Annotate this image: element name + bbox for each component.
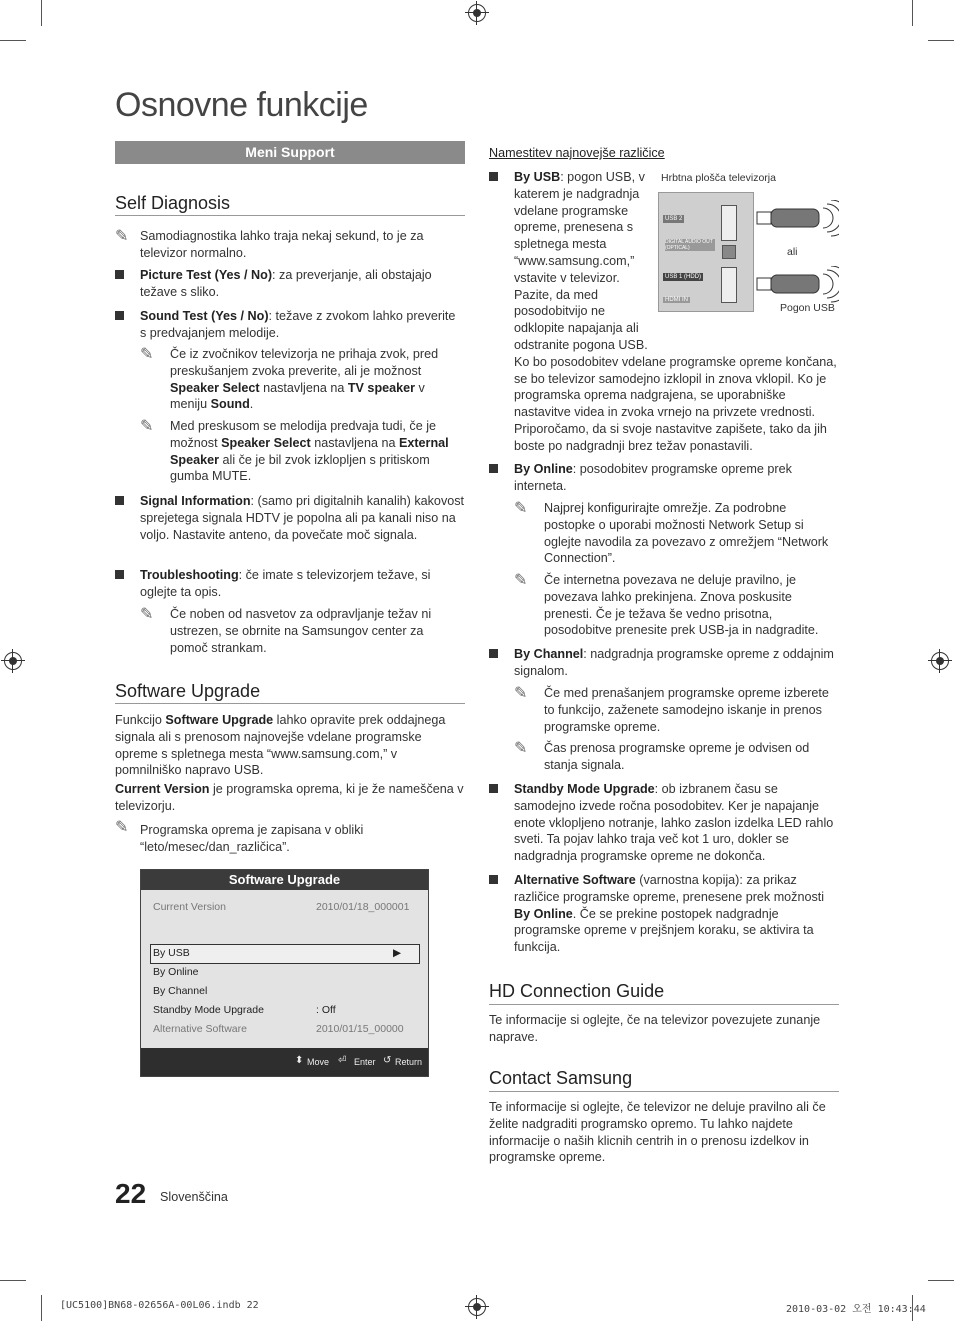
contact-samsung-text: Te informacije si oglejte, če televizor ne deluje pravilno ali če želite nadgraditi programsko opremo. Tu lahko najdete informacije o naših klicnih centrih in o prenosu izdelkov in programske opreme.	[489, 1100, 826, 1165]
current-version-label: Current Version	[153, 901, 226, 913]
text: (varnostna kopija): za prikaz različice programske opreme, prenesene prek možnosti	[514, 873, 825, 904]
text: ali če je bil zvok izklopljen s pritiskom gumba	[170, 452, 430, 484]
by-online-item	[514, 461, 839, 495]
bullet-icon	[115, 496, 124, 505]
footer-date: 2010-03-02 오전 10:43:44	[786, 1304, 926, 1315]
bullet-icon	[115, 311, 124, 320]
alternative-software-item	[514, 872, 839, 956]
standby-item	[514, 781, 839, 865]
software-upgrade-p2	[115, 781, 465, 815]
text: je programska oprema, ki je že nameščena v televizorju.	[115, 782, 464, 813]
diagram-label-usb-drive: Pogon USB	[780, 302, 835, 314]
menu-title: Software Upgrade	[141, 870, 428, 890]
standby-key: Standby Mode Upgrade	[514, 782, 655, 796]
page-number: 22	[115, 1178, 147, 1209]
by-usb-item[interactable]: By USB	[153, 947, 190, 959]
latest-version-heading: Namestitev najnovejše različice	[489, 146, 665, 160]
note-icon: ✎	[140, 606, 154, 623]
enter-icon: ⏎	[338, 1055, 347, 1066]
note-icon: ✎	[115, 819, 129, 836]
bullet-icon	[115, 570, 124, 579]
software-upgrade-heading: Software Upgrade	[115, 681, 261, 701]
divider	[489, 1091, 839, 1092]
troubleshooting-key: Troubleshooting	[140, 568, 239, 582]
crop-mark	[928, 40, 954, 41]
keyword: MUTE	[212, 469, 248, 484]
by-channel-item	[514, 646, 839, 680]
text: Funkcijo	[115, 713, 166, 727]
by-channel-text: : nadgradnja programske opreme z oddajnim signalom.	[514, 647, 834, 678]
keyword: Software Upgrade	[165, 713, 274, 727]
software-upgrade-menu	[140, 869, 429, 1077]
signal-info-text: : (samo pri digitalnih kanalih) kakovost sprejetega signala HDTV je popolna ali pa kanali niso na voljo. Nastavite anteno, da povečate moč signala.	[140, 494, 465, 542]
by-online-item[interactable]: By Online	[153, 966, 199, 978]
keyword: Speaker Select	[170, 380, 260, 395]
keyword: Speaker Select	[221, 435, 311, 450]
sound-test-key: Sound Test (Yes / No)	[140, 309, 269, 323]
port-label-usb2: USB 2	[665, 216, 683, 222]
channel-note-1: Če med prenašanjem programske opreme izberete to funkcijo, zaženete samodejno iskanje in prenos programske opreme.	[544, 686, 829, 734]
sound-test-item	[140, 308, 465, 342]
crop-mark	[41, 1295, 42, 1321]
text: lahko opravite prek oddajnega signala ali s prenosom najnovejše vdelane programske opreme s spletnega mesta “www.samsung.com,” v pomnilniško napravo USB.	[115, 713, 446, 778]
text: Če iz zvočnikov televizorja ne prihaja zvok, pred preskušanjem zvoka preverite, ali je možnost	[170, 347, 439, 378]
sound-test-text: : težave z zvokom lahko preverite s predvajanjem melodije.	[140, 309, 456, 340]
usb-drive-icon	[755, 266, 839, 306]
registration-mark-icon	[4, 652, 22, 670]
standby-text: : ob izbranem času se samodejno izvede ročna posodobitev. Ker je napajanje enote vklopljeno notranje, lahko zaslon izdelka LED rahlo sveti. Ta pojav lahko traja več kot 1 uro, dokler se nadgradnja programske opreme ne dokonča.	[514, 782, 834, 864]
divider	[115, 215, 465, 216]
troubleshooting-item	[140, 567, 465, 601]
move-label: Move	[307, 1057, 330, 1067]
bullet-icon	[489, 875, 498, 884]
note-icon: ✎	[140, 346, 154, 363]
divider	[489, 1004, 839, 1005]
alternative-software-item: Alternative Software	[153, 1023, 247, 1035]
hd-connection-guide-text: Te informacije si oglejte, če na televizor povezujete zunanje naprave.	[489, 1013, 821, 1044]
port-label-usb1: USB 1 (HDD)	[665, 274, 702, 280]
text: .	[247, 469, 252, 484]
note-icon: ✎	[514, 500, 528, 517]
keyword: Sound	[210, 397, 250, 412]
registration-mark-icon	[468, 4, 486, 22]
bullet-icon	[489, 784, 498, 793]
online-note-1: Najprej konfigurirajte omrežje. Za podrobne postopke o uporabi možnosti Network Setup si oglejte navodila za povezavo z omrežjem “Network Connection”.	[544, 501, 829, 566]
standby-mode-item[interactable]: Standby Mode Upgrade	[153, 1004, 264, 1016]
note-icon: ✎	[514, 685, 528, 702]
move-icon: ⬍	[295, 1055, 304, 1066]
return-icon: ↺	[383, 1055, 392, 1066]
alternative-software-value: 2010/01/15_00000	[316, 1023, 404, 1035]
sound-note-2	[170, 418, 460, 485]
text: .	[249, 397, 254, 412]
keyword: External Speaker	[170, 435, 449, 467]
picture-test-key: Picture Test (Yes / No)	[140, 268, 273, 282]
by-usb-key-inline: By USB	[514, 170, 561, 184]
crop-mark	[912, 0, 913, 26]
picture-test-item	[140, 267, 465, 301]
diagram-label-back-panel: Hrbtna plošča televizorja	[661, 172, 776, 184]
bullet-icon	[489, 649, 498, 658]
online-note-2: Če internetna povezava ne deluje pravilno, je povezava lahko prekinjena. Znova poskusite prenesti. Če je težava še vedno prisotna, posodobitve prenesite prek USB-ja in nadgradite.	[544, 573, 819, 638]
keyword: TV speaker	[347, 380, 416, 395]
text: v meniju	[170, 380, 425, 412]
software-upgrade-note: Programska oprema je zapisana v obliki “leto/mesec/dan_različica”.	[140, 823, 364, 854]
note-icon: ✎	[514, 572, 528, 589]
page-title: Osnovne funkcije	[115, 86, 368, 124]
troubleshooting-note: Če noben od nasvetov za odpravljanje težav ni ustrezen, se obrnite na Samsungov center za pomoč strankam.	[170, 607, 432, 655]
port-label-hdmi: HDMI IN	[665, 297, 688, 303]
port-label-digital: DIGITAL AUDIO OUT (OPTICAL)	[665, 239, 715, 251]
crop-mark	[0, 40, 26, 41]
text: Med preskusom se melodija predvaja tudi, če je možnost	[170, 419, 436, 450]
signal-info-item	[140, 493, 465, 543]
by-channel-key: By Channel	[514, 647, 584, 661]
note-icon: ✎	[514, 740, 528, 757]
bullet-icon	[489, 464, 498, 473]
standby-mode-value: : Off	[316, 1004, 336, 1016]
hd-connection-guide-heading: HD Connection Guide	[489, 981, 665, 1001]
by-online-text: : posodobitev programske opreme prek interneta.	[514, 462, 792, 493]
signal-info-key: Signal Information	[140, 494, 251, 508]
tv-back-panel	[658, 192, 754, 312]
diagram-label-or: ali	[787, 246, 798, 258]
keyword: By Online	[514, 906, 573, 921]
crop-mark	[0, 1280, 26, 1281]
self-diagnosis-note: Samodiagnostika lahko traja nekaj sekund, to je za televizor normalno.	[140, 229, 424, 260]
contact-samsung-heading: Contact Samsung	[489, 1068, 633, 1088]
text: . Če se prekine postopek nadgradnje programske opreme v prejšnjem koraku, se aktivira ta funkcija.	[514, 906, 814, 955]
note-icon: ✎	[115, 228, 129, 245]
sound-note-1	[170, 346, 460, 413]
bullet-icon	[115, 270, 124, 279]
menu-footer	[141, 1048, 428, 1076]
optical-port	[722, 245, 736, 259]
usb-drive-icon	[755, 200, 839, 240]
crop-mark	[928, 1280, 954, 1281]
picture-test-text: : za preverjanje, ali obstajajo težave s sliko.	[140, 268, 432, 299]
text: nastavljena na	[259, 380, 348, 395]
software-upgrade-p1	[115, 712, 465, 779]
return-label: Return	[395, 1057, 423, 1067]
by-usb-selection[interactable]	[150, 944, 420, 964]
usb-diagram	[655, 168, 840, 338]
enter-label: Enter	[354, 1057, 376, 1067]
usb-port-2	[721, 205, 737, 241]
registration-mark-icon	[931, 652, 949, 670]
arrow-right-icon: ▶	[393, 947, 402, 959]
footer-file: [UC5100]BN68-02656A-00L06.indb 22	[60, 1300, 259, 1311]
crop-mark	[41, 0, 42, 26]
alt-key: Alternative Software	[514, 873, 636, 887]
registration-mark-icon	[468, 1298, 486, 1316]
page-language: Slovenščina	[160, 1190, 228, 1204]
by-online-key: By Online	[514, 462, 573, 476]
keyword: Current Version	[115, 782, 210, 796]
usb-port-1	[721, 267, 737, 303]
divider	[115, 703, 465, 704]
troubleshooting-text: : če imate s televizorjem težave, si oglejte ta opis.	[140, 568, 431, 599]
note-icon: ✎	[140, 418, 154, 435]
menu-support-bar: Meni Support	[115, 141, 465, 164]
text: nastavljena na	[310, 435, 399, 450]
self-diagnosis-heading: Self Diagnosis	[115, 193, 231, 213]
by-channel-item[interactable]: By Channel	[153, 985, 208, 997]
by-usb-body: : pogon USB, v katerem je nadgradnja vdelane programske opreme, prenesena s spletnega mesta “www.samsung.com,” vstavite v televizor. Pazite, da med posodobitvijo ne odklopite napajanja ali odstranite pogona USB. Ko bo posodobitev vdelane programske opreme končana, se bo televizor samodejno izklopil in znova vklopil. Ko je programska oprema nadgrajena, se uporabniške nastavitve videa in zvoka vrnejo na privzete vrednosti. Priporočamo, da si svoje nastavitve zapišete, tako da jih boste po nadgradnji brez težav ponastavili.	[514, 170, 837, 453]
bullet-icon	[489, 172, 498, 181]
channel-note-2: Čas prenosa programske opreme je odvisen od stanja signala.	[544, 741, 810, 772]
current-version-value: 2010/01/18_000001	[316, 901, 410, 913]
